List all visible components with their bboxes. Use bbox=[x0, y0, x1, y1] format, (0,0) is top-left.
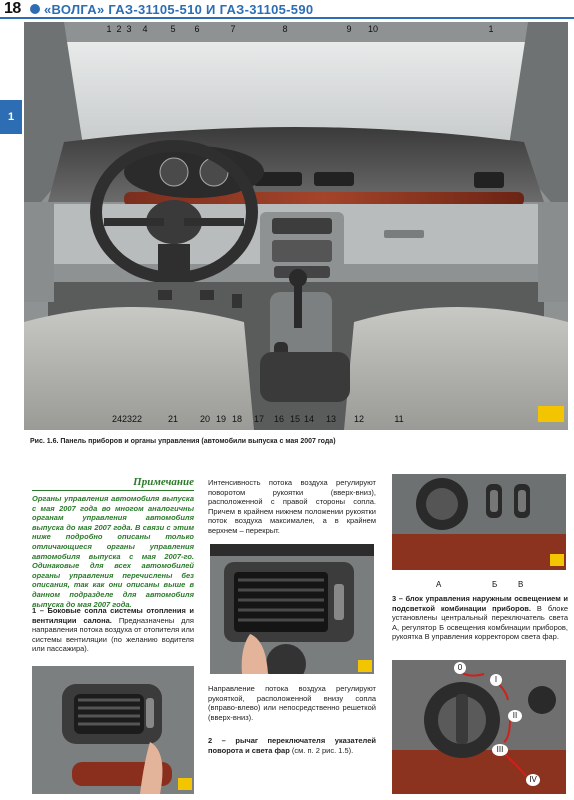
switch-positions-photo bbox=[392, 660, 566, 794]
callout-bottom-11: 11 bbox=[394, 414, 404, 424]
header-title: «ВОЛГА» ГАЗ-31105-510 И ГАЗ-31105-590 bbox=[44, 2, 314, 17]
item-3-paragraph bbox=[392, 594, 568, 642]
callout-bottom-16: 16 bbox=[273, 414, 284, 424]
middle-top-text: Интенсивность потока воздуха регулируют поворотом рукоятки (вверх-вниз), расположенной с правой стороны сопла. Причем в крайнем нижнем положении рукоятки поток воздуха максимален, а в крайнем верхнем – перекрыт. bbox=[208, 478, 376, 535]
callout-bottom-24: 24 bbox=[111, 414, 122, 424]
note-title: Примечание bbox=[133, 476, 194, 488]
label-b: Б bbox=[492, 580, 498, 589]
callout-bottom-21: 21 bbox=[167, 414, 178, 424]
callout-bottom-13: 13 bbox=[325, 414, 336, 424]
callout-top-5: 5 bbox=[170, 24, 176, 34]
item-2-lead: 2 – рычаг переключателя указателей поворота и света фар bbox=[208, 736, 376, 755]
callout-top-2: 2 bbox=[116, 24, 122, 34]
item-1-text: Предназначены для направления потока воздуха от отопителя или системы вентиляции (по желанию водителя или пассажира). bbox=[32, 615, 195, 654]
callout-top-1: 1 bbox=[106, 24, 112, 34]
item-2-ref: (см. п. 2 рис. 1.5). bbox=[291, 745, 354, 755]
callout-top-4: 4 bbox=[142, 24, 148, 34]
callout-bottom-12: 12 bbox=[353, 414, 364, 424]
note-rule bbox=[32, 490, 194, 491]
callout-bottom-15: 15 bbox=[289, 414, 300, 424]
switch-position-i: I bbox=[490, 674, 502, 686]
callout-top-7: 7 bbox=[230, 24, 236, 34]
header-rule bbox=[0, 17, 574, 19]
callout-bottom-18: 18 bbox=[231, 414, 242, 424]
page-number: 18 bbox=[4, 0, 21, 17]
switch-position-iv: IV bbox=[526, 774, 540, 786]
side-vent-illustration bbox=[32, 666, 194, 794]
callout-bottom-22: 22 bbox=[131, 414, 142, 424]
callout-top-9: 9 bbox=[346, 24, 352, 34]
dashboard-photo bbox=[24, 22, 568, 430]
switch-position-iii: III bbox=[492, 744, 508, 756]
side-vent-photo bbox=[32, 666, 194, 794]
callout-top-6: 6 bbox=[194, 24, 200, 34]
item-2-paragraph bbox=[208, 736, 376, 755]
chapter-tab: 1 bbox=[0, 100, 22, 134]
callout-top-1b: 1 bbox=[488, 24, 494, 34]
center-vent-illustration bbox=[210, 544, 374, 674]
callout-top-10: 10 bbox=[367, 24, 378, 34]
callout-bottom-14: 14 bbox=[303, 414, 314, 424]
figure-caption: Рис. 1.6. Панель приборов и органы управления (автомобили выпуска с мая 2007 года) bbox=[30, 438, 336, 445]
light-control-illustration bbox=[392, 474, 566, 570]
header-dot-icon bbox=[30, 4, 40, 14]
callout-bottom-17: 17 bbox=[253, 414, 264, 424]
dashboard-illustration bbox=[24, 22, 568, 430]
item-3-lead: 3 – блок управления наружным освещением и подсветкой комбинации приборов. bbox=[392, 594, 568, 613]
item-1-lead: 1 – Боковые сопла системы отопления и вентиляции салона. bbox=[32, 606, 194, 625]
callout-bottom-23: 23 bbox=[121, 414, 132, 424]
switch-position-ii: II bbox=[508, 710, 522, 722]
item-1-paragraph bbox=[32, 606, 194, 654]
light-control-photo bbox=[392, 474, 566, 570]
callout-bottom-20: 20 bbox=[199, 414, 210, 424]
middle-bottom-text: Направление потока воздуха регулируют рукояткой, расположенной внизу сопла (вправо-влево) или непосредственно решеткой (вверх-вниз). bbox=[208, 684, 376, 722]
page-header bbox=[0, 0, 574, 18]
label-a: А bbox=[436, 580, 442, 589]
label-v: В bbox=[518, 580, 524, 589]
center-vent-photo bbox=[210, 544, 374, 674]
note-text: Органы управления автомобиля выпуска с мая 2007 года во многом аналогичны органам управления автомобиля выпуска до мая 2007 года. В связи с этим ниже подробно описаны только отличающиеся органы управления автомобиля выпуска с мая 2007-го. Одинаковые для всех автомобилей органы управления перечислены без описания, так как они описаны выше в данном подразделе для автомобиля выпуска до мая 2007 года. bbox=[32, 494, 194, 609]
callout-bottom-19: 19 bbox=[215, 414, 226, 424]
callout-top-3: 3 bbox=[126, 24, 132, 34]
callout-top-8: 8 bbox=[282, 24, 288, 34]
switch-positions-illustration bbox=[392, 660, 566, 794]
switch-position-0: 0 bbox=[454, 662, 466, 674]
item-3-text: В блоке установлены центральный переключатель света А, регулятор Б освещения комбинации приборов, рукоятка В управления корректором света фар. bbox=[392, 603, 568, 642]
